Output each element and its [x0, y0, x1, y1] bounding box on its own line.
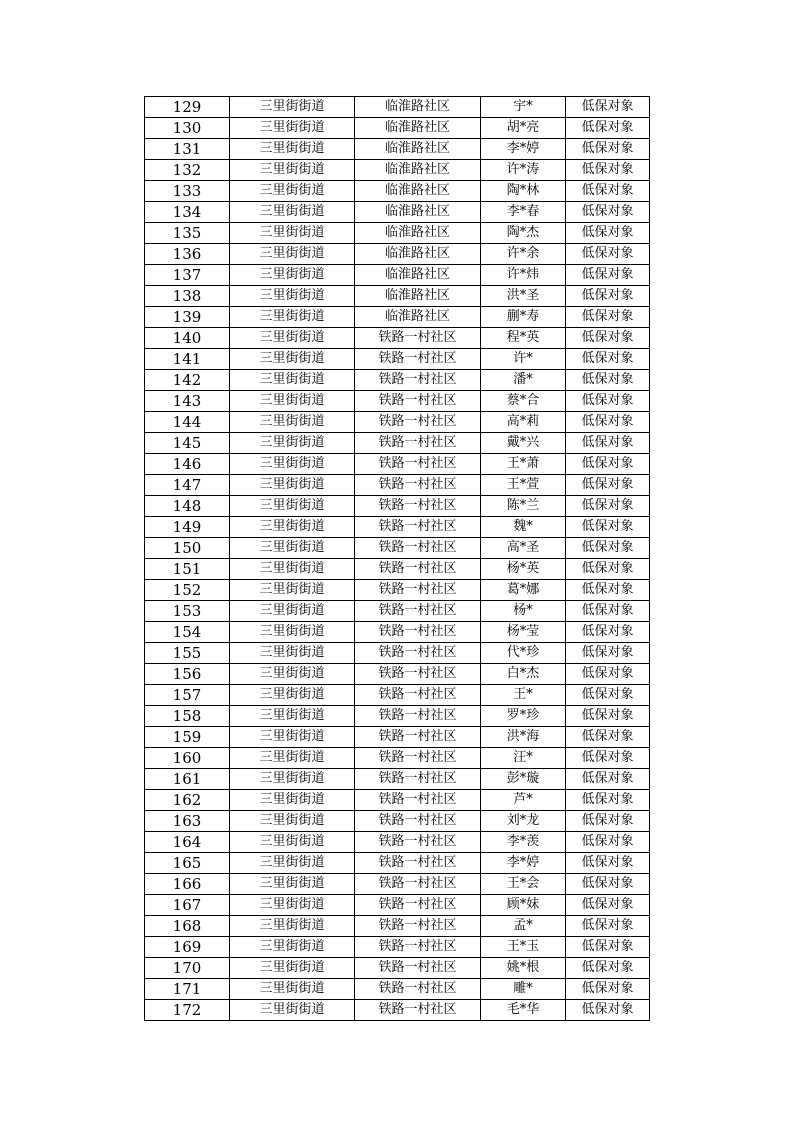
recipient-table-body	[145, 97, 650, 1021]
street-cell: 三里街街道	[230, 139, 355, 160]
row-number-cell: 131	[145, 139, 230, 160]
community-cell: 铁路一村社区	[355, 790, 481, 811]
assistance-type-cell: 低保对象	[566, 727, 650, 748]
community-cell: 铁路一村社区	[355, 328, 481, 349]
row-number-cell: 164	[145, 832, 230, 853]
table-row	[145, 538, 650, 559]
street-cell: 三里街街道	[230, 811, 355, 832]
recipient-name-cell: 李*春	[481, 202, 566, 223]
recipient-name-cell: 杨*英	[481, 559, 566, 580]
table-row	[145, 286, 650, 307]
community-cell: 铁路一村社区	[355, 916, 481, 937]
street-cell: 三里街街道	[230, 433, 355, 454]
assistance-type-cell: 低保对象	[566, 139, 650, 160]
row-number-cell: 163	[145, 811, 230, 832]
street-cell: 三里街街道	[230, 1000, 355, 1021]
street-cell: 三里街街道	[230, 601, 355, 622]
street-cell: 三里街街道	[230, 790, 355, 811]
assistance-type-cell: 低保对象	[566, 811, 650, 832]
recipient-name-cell: 葛*娜	[481, 580, 566, 601]
table-row	[145, 874, 650, 895]
recipient-name-cell: 许*余	[481, 244, 566, 265]
assistance-type-cell: 低保对象	[566, 769, 650, 790]
table-row	[145, 580, 650, 601]
assistance-type-cell: 低保对象	[566, 559, 650, 580]
assistance-type-cell: 低保对象	[566, 979, 650, 1000]
assistance-type-cell: 低保对象	[566, 601, 650, 622]
row-number-cell: 152	[145, 580, 230, 601]
assistance-type-cell: 低保对象	[566, 97, 650, 118]
community-cell: 临淮路社区	[355, 223, 481, 244]
recipient-name-cell: 戴*兴	[481, 433, 566, 454]
recipient-name-cell: 王*会	[481, 874, 566, 895]
table-row	[145, 307, 650, 328]
table-row	[145, 832, 650, 853]
recipient-name-cell: 刘*龙	[481, 811, 566, 832]
recipient-name-cell: 雕*	[481, 979, 566, 1000]
community-cell: 铁路一村社区	[355, 349, 481, 370]
row-number-cell: 158	[145, 706, 230, 727]
recipient-name-cell: 李*婷	[481, 139, 566, 160]
recipient-name-cell: 汪*	[481, 748, 566, 769]
assistance-type-cell: 低保对象	[566, 181, 650, 202]
community-cell: 铁路一村社区	[355, 748, 481, 769]
recipient-table	[144, 96, 650, 1021]
recipient-name-cell: 魏*	[481, 517, 566, 538]
table-row	[145, 769, 650, 790]
community-cell: 铁路一村社区	[355, 601, 481, 622]
table-row	[145, 916, 650, 937]
community-cell: 铁路一村社区	[355, 958, 481, 979]
community-cell: 铁路一村社区	[355, 412, 481, 433]
street-cell: 三里街街道	[230, 643, 355, 664]
community-cell: 铁路一村社区	[355, 1000, 481, 1021]
recipient-name-cell: 陶*林	[481, 181, 566, 202]
community-cell: 临淮路社区	[355, 244, 481, 265]
row-number-cell: 139	[145, 307, 230, 328]
street-cell: 三里街街道	[230, 958, 355, 979]
recipient-name-cell: 顾*妹	[481, 895, 566, 916]
street-cell: 三里街街道	[230, 202, 355, 223]
assistance-type-cell: 低保对象	[566, 937, 650, 958]
street-cell: 三里街街道	[230, 370, 355, 391]
street-cell: 三里街街道	[230, 244, 355, 265]
assistance-type-cell: 低保对象	[566, 874, 650, 895]
assistance-type-cell: 低保对象	[566, 433, 650, 454]
assistance-type-cell: 低保对象	[566, 538, 650, 559]
recipient-name-cell: 芦*	[481, 790, 566, 811]
community-cell: 铁路一村社区	[355, 370, 481, 391]
row-number-cell: 143	[145, 391, 230, 412]
table-row	[145, 349, 650, 370]
recipient-name-cell: 孟*	[481, 916, 566, 937]
recipient-name-cell: 洪*海	[481, 727, 566, 748]
street-cell: 三里街街道	[230, 223, 355, 244]
row-number-cell: 162	[145, 790, 230, 811]
recipient-name-cell: 姚*根	[481, 958, 566, 979]
recipient-name-cell: 胡*亮	[481, 118, 566, 139]
assistance-type-cell: 低保对象	[566, 622, 650, 643]
recipient-name-cell: 王*萱	[481, 475, 566, 496]
recipient-name-cell: 罗*珍	[481, 706, 566, 727]
table-row	[145, 244, 650, 265]
community-cell: 临淮路社区	[355, 160, 481, 181]
recipient-name-cell: 白*杰	[481, 664, 566, 685]
recipient-name-cell: 许*涛	[481, 160, 566, 181]
table-row	[145, 370, 650, 391]
row-number-cell: 148	[145, 496, 230, 517]
table-row	[145, 748, 650, 769]
assistance-type-cell: 低保对象	[566, 1000, 650, 1021]
recipient-name-cell: 高*圣	[481, 538, 566, 559]
table-row	[145, 622, 650, 643]
community-cell: 铁路一村社区	[355, 937, 481, 958]
community-cell: 铁路一村社区	[355, 559, 481, 580]
assistance-type-cell: 低保对象	[566, 496, 650, 517]
street-cell: 三里街街道	[230, 559, 355, 580]
table-row	[145, 958, 650, 979]
row-number-cell: 138	[145, 286, 230, 307]
table-row	[145, 853, 650, 874]
street-cell: 三里街街道	[230, 895, 355, 916]
street-cell: 三里街街道	[230, 580, 355, 601]
assistance-type-cell: 低保对象	[566, 958, 650, 979]
assistance-type-cell: 低保对象	[566, 370, 650, 391]
table-row	[145, 811, 650, 832]
community-cell: 临淮路社区	[355, 265, 481, 286]
community-cell: 临淮路社区	[355, 202, 481, 223]
street-cell: 三里街街道	[230, 328, 355, 349]
street-cell: 三里街街道	[230, 118, 355, 139]
community-cell: 铁路一村社区	[355, 580, 481, 601]
row-number-cell: 133	[145, 181, 230, 202]
assistance-type-cell: 低保对象	[566, 895, 650, 916]
table-row	[145, 1000, 650, 1021]
recipient-name-cell: 陈*兰	[481, 496, 566, 517]
community-cell: 铁路一村社区	[355, 664, 481, 685]
assistance-type-cell: 低保对象	[566, 685, 650, 706]
assistance-type-cell: 低保对象	[566, 244, 650, 265]
community-cell: 临淮路社区	[355, 286, 481, 307]
table-row	[145, 328, 650, 349]
assistance-type-cell: 低保对象	[566, 412, 650, 433]
street-cell: 三里街街道	[230, 475, 355, 496]
table-row	[145, 685, 650, 706]
recipient-name-cell: 代*珍	[481, 643, 566, 664]
row-number-cell: 132	[145, 160, 230, 181]
street-cell: 三里街街道	[230, 160, 355, 181]
assistance-type-cell: 低保对象	[566, 349, 650, 370]
table-row	[145, 727, 650, 748]
assistance-type-cell: 低保对象	[566, 265, 650, 286]
street-cell: 三里街街道	[230, 454, 355, 475]
assistance-type-cell: 低保对象	[566, 832, 650, 853]
table-row	[145, 265, 650, 286]
assistance-type-cell: 低保对象	[566, 328, 650, 349]
table-row	[145, 979, 650, 1000]
row-number-cell: 168	[145, 916, 230, 937]
assistance-type-cell: 低保对象	[566, 664, 650, 685]
assistance-type-cell: 低保对象	[566, 160, 650, 181]
street-cell: 三里街街道	[230, 832, 355, 853]
recipient-name-cell: 李*婷	[481, 853, 566, 874]
street-cell: 三里街街道	[230, 286, 355, 307]
recipient-name-cell: 王*萧	[481, 454, 566, 475]
table-row	[145, 601, 650, 622]
row-number-cell: 142	[145, 370, 230, 391]
assistance-type-cell: 低保对象	[566, 853, 650, 874]
table-row	[145, 454, 650, 475]
street-cell: 三里街街道	[230, 769, 355, 790]
table-row	[145, 664, 650, 685]
street-cell: 三里街街道	[230, 307, 355, 328]
street-cell: 三里街街道	[230, 97, 355, 118]
table-row	[145, 475, 650, 496]
community-cell: 铁路一村社区	[355, 475, 481, 496]
table-row	[145, 97, 650, 118]
table-row	[145, 790, 650, 811]
table-row	[145, 181, 650, 202]
table-row	[145, 706, 650, 727]
table-row	[145, 160, 650, 181]
assistance-type-cell: 低保对象	[566, 790, 650, 811]
table-row	[145, 559, 650, 580]
row-number-cell: 144	[145, 412, 230, 433]
street-cell: 三里街街道	[230, 937, 355, 958]
row-number-cell: 166	[145, 874, 230, 895]
row-number-cell: 149	[145, 517, 230, 538]
community-cell: 铁路一村社区	[355, 832, 481, 853]
row-number-cell: 140	[145, 328, 230, 349]
assistance-type-cell: 低保对象	[566, 916, 650, 937]
row-number-cell: 167	[145, 895, 230, 916]
table-row	[145, 391, 650, 412]
row-number-cell: 145	[145, 433, 230, 454]
community-cell: 铁路一村社区	[355, 979, 481, 1000]
table-row	[145, 139, 650, 160]
row-number-cell: 156	[145, 664, 230, 685]
community-cell: 铁路一村社区	[355, 643, 481, 664]
street-cell: 三里街街道	[230, 391, 355, 412]
recipient-name-cell: 洪*圣	[481, 286, 566, 307]
community-cell: 铁路一村社区	[355, 853, 481, 874]
row-number-cell: 135	[145, 223, 230, 244]
row-number-cell: 171	[145, 979, 230, 1000]
table-row	[145, 118, 650, 139]
table-row	[145, 202, 650, 223]
community-cell: 铁路一村社区	[355, 433, 481, 454]
community-cell: 临淮路社区	[355, 181, 481, 202]
assistance-type-cell: 低保对象	[566, 454, 650, 475]
row-number-cell: 150	[145, 538, 230, 559]
street-cell: 三里街街道	[230, 622, 355, 643]
recipient-name-cell: 潘*	[481, 370, 566, 391]
recipient-name-cell: 陶*杰	[481, 223, 566, 244]
community-cell: 铁路一村社区	[355, 622, 481, 643]
street-cell: 三里街街道	[230, 538, 355, 559]
table-row	[145, 895, 650, 916]
recipient-name-cell: 蒯*寿	[481, 307, 566, 328]
street-cell: 三里街街道	[230, 349, 355, 370]
row-number-cell: 129	[145, 97, 230, 118]
row-number-cell: 169	[145, 937, 230, 958]
row-number-cell: 141	[145, 349, 230, 370]
assistance-type-cell: 低保对象	[566, 286, 650, 307]
community-cell: 临淮路社区	[355, 97, 481, 118]
row-number-cell: 136	[145, 244, 230, 265]
street-cell: 三里街街道	[230, 265, 355, 286]
row-number-cell: 157	[145, 685, 230, 706]
recipient-name-cell: 彭*璇	[481, 769, 566, 790]
community-cell: 铁路一村社区	[355, 706, 481, 727]
assistance-type-cell: 低保对象	[566, 475, 650, 496]
assistance-type-cell: 低保对象	[566, 118, 650, 139]
community-cell: 铁路一村社区	[355, 769, 481, 790]
street-cell: 三里街街道	[230, 517, 355, 538]
row-number-cell: 160	[145, 748, 230, 769]
row-number-cell: 137	[145, 265, 230, 286]
row-number-cell: 161	[145, 769, 230, 790]
street-cell: 三里街街道	[230, 181, 355, 202]
row-number-cell: 153	[145, 601, 230, 622]
assistance-type-cell: 低保对象	[566, 391, 650, 412]
community-cell: 铁路一村社区	[355, 454, 481, 475]
community-cell: 铁路一村社区	[355, 391, 481, 412]
recipient-name-cell: 许*炜	[481, 265, 566, 286]
street-cell: 三里街街道	[230, 979, 355, 1000]
community-cell: 铁路一村社区	[355, 811, 481, 832]
recipient-name-cell: 杨*	[481, 601, 566, 622]
row-number-cell: 130	[145, 118, 230, 139]
street-cell: 三里街街道	[230, 412, 355, 433]
assistance-type-cell: 低保对象	[566, 202, 650, 223]
row-number-cell: 165	[145, 853, 230, 874]
row-number-cell: 170	[145, 958, 230, 979]
street-cell: 三里街街道	[230, 727, 355, 748]
street-cell: 三里街街道	[230, 706, 355, 727]
street-cell: 三里街街道	[230, 916, 355, 937]
recipient-name-cell: 宇*	[481, 97, 566, 118]
row-number-cell: 147	[145, 475, 230, 496]
recipient-name-cell: 毛*华	[481, 1000, 566, 1021]
assistance-type-cell: 低保对象	[566, 706, 650, 727]
recipient-name-cell: 李*羡	[481, 832, 566, 853]
recipient-name-cell: 程*英	[481, 328, 566, 349]
row-number-cell: 146	[145, 454, 230, 475]
community-cell: 铁路一村社区	[355, 874, 481, 895]
community-cell: 铁路一村社区	[355, 496, 481, 517]
recipient-name-cell: 蔡*合	[481, 391, 566, 412]
table-row	[145, 223, 650, 244]
assistance-type-cell: 低保对象	[566, 223, 650, 244]
assistance-type-cell: 低保对象	[566, 580, 650, 601]
row-number-cell: 134	[145, 202, 230, 223]
street-cell: 三里街街道	[230, 853, 355, 874]
row-number-cell: 155	[145, 643, 230, 664]
row-number-cell: 151	[145, 559, 230, 580]
community-cell: 铁路一村社区	[355, 895, 481, 916]
assistance-type-cell: 低保对象	[566, 517, 650, 538]
community-cell: 铁路一村社区	[355, 517, 481, 538]
row-number-cell: 154	[145, 622, 230, 643]
recipient-name-cell: 许*	[481, 349, 566, 370]
recipient-name-cell: 王*	[481, 685, 566, 706]
table-row	[145, 433, 650, 454]
table-row	[145, 496, 650, 517]
assistance-type-cell: 低保对象	[566, 748, 650, 769]
community-cell: 临淮路社区	[355, 139, 481, 160]
table-row	[145, 412, 650, 433]
recipient-name-cell: 王*玉	[481, 937, 566, 958]
row-number-cell: 159	[145, 727, 230, 748]
assistance-type-cell: 低保对象	[566, 307, 650, 328]
community-cell: 临淮路社区	[355, 118, 481, 139]
community-cell: 铁路一村社区	[355, 538, 481, 559]
table-row	[145, 643, 650, 664]
street-cell: 三里街街道	[230, 685, 355, 706]
row-number-cell: 172	[145, 1000, 230, 1021]
community-cell: 铁路一村社区	[355, 685, 481, 706]
street-cell: 三里街街道	[230, 874, 355, 895]
assistance-type-cell: 低保对象	[566, 643, 650, 664]
community-cell: 临淮路社区	[355, 307, 481, 328]
street-cell: 三里街街道	[230, 496, 355, 517]
recipient-name-cell: 杨*莹	[481, 622, 566, 643]
table-row	[145, 517, 650, 538]
community-cell: 铁路一村社区	[355, 727, 481, 748]
street-cell: 三里街街道	[230, 664, 355, 685]
recipient-name-cell: 高*莉	[481, 412, 566, 433]
street-cell: 三里街街道	[230, 748, 355, 769]
table-row	[145, 937, 650, 958]
